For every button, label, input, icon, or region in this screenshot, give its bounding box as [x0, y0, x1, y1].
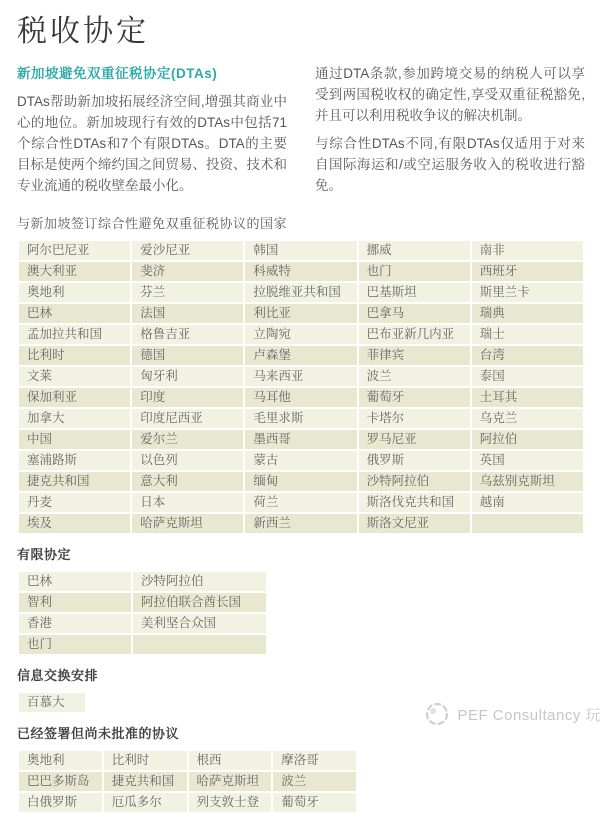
limited-treaties-heading: 有限协定 — [17, 547, 72, 562]
table-row — [19, 430, 583, 449]
table-cell: 西班牙 — [472, 262, 583, 281]
table-cell: 以色列 — [132, 451, 243, 470]
table-cell: 菲律宾 — [359, 346, 470, 365]
table-cell: 厄瓜多尔 — [104, 793, 187, 812]
table-cell: 新西兰 — [245, 514, 356, 533]
table-cell: 捷克共和国 — [19, 472, 130, 491]
table-cell: 印度 — [132, 388, 243, 407]
table-row — [19, 751, 356, 770]
table-cell: 瑞典 — [472, 304, 583, 323]
table-cell: 葡萄牙 — [273, 793, 356, 812]
limited-treaties-table — [17, 570, 268, 656]
table-row — [19, 793, 356, 812]
table-row — [19, 772, 356, 791]
table-row — [19, 346, 583, 365]
table-cell: 罗马尼亚 — [359, 430, 470, 449]
heading-prefix: 新加坡避免双重征税协定( — [17, 66, 176, 81]
table-cell: 毛里求斯 — [245, 409, 356, 428]
table-row — [19, 367, 583, 386]
table-cell: 爱沙尼亚 — [132, 241, 243, 260]
table-cell: 奥地利 — [19, 751, 102, 770]
intro-right-column — [315, 63, 585, 203]
table-cell: 意大利 — [132, 472, 243, 491]
intro-right-paragraph-1: 通过DTA条款,参加跨境交易的纳税人可以享受到两国税收权的确定性,享受双重征税豁免,并且可以利用税收争议的解决机制。 — [315, 66, 585, 123]
table-cell: 香港 — [19, 614, 131, 633]
table-cell: 埃及 — [19, 514, 130, 533]
intro-left-column — [17, 63, 287, 203]
page-title: 税收协定 — [17, 15, 149, 48]
table-cell: 巴巴多斯岛 — [19, 772, 102, 791]
table-cell: 阿尔巴尼亚 — [19, 241, 130, 260]
table-cell: 哈萨克斯坦 — [189, 772, 272, 791]
table-cell: 立陶宛 — [245, 325, 356, 344]
table-cell: 文莱 — [19, 367, 130, 386]
intro-left-paragraph: DTAs帮助新加坡拓展经济空间,增强其商业中心的地位。新加坡现行有效的DTAs中包括71个综合性DTAs和7个有限DTAs。DTA的主要目标是使两个缔约国之间贸易、投资、技术和专业流通的税收壁垒最小化。 — [17, 94, 287, 193]
table-cell: 斐济 — [132, 262, 243, 281]
table-cell: 奥地利 — [19, 283, 130, 302]
table-cell: 阿拉伯联合酋长国 — [133, 593, 266, 612]
table-cell: 印度尼西亚 — [132, 409, 243, 428]
table-row — [19, 614, 266, 633]
table-cell: 挪威 — [359, 241, 470, 260]
table-cell: 拉脱维亚共和国 — [245, 283, 356, 302]
eoi-table — [17, 691, 87, 714]
table-cell: 台湾 — [472, 346, 583, 365]
comprehensive-table-caption: 与新加坡签订综合性避免双重征税协议的国家 — [17, 216, 288, 231]
heading-suffix: ) — [212, 66, 218, 81]
table-cell: 斯洛伐克共和国 — [359, 493, 470, 512]
table-cell: 斯洛文尼亚 — [359, 514, 470, 533]
table-cell: 中国 — [19, 430, 130, 449]
comprehensive-dta-table — [17, 239, 585, 535]
table-cell: 科威特 — [245, 262, 356, 281]
watermark — [424, 701, 601, 727]
table-cell: 塞浦路斯 — [19, 451, 130, 470]
table-cell: 蒙古 — [245, 451, 356, 470]
table-cell: 乌兹别克斯坦 — [472, 472, 583, 491]
article — [17, 6, 585, 814]
intro-right-paragraph-2: 与综合性DTAs不同,有限DTAs仅适用于对来自国际海运和/或空运服务收入的税收进行豁免。 — [315, 136, 585, 193]
table-cell: 比利时 — [104, 751, 187, 770]
table-cell: 保加利亚 — [19, 388, 130, 407]
table-cell: 根西 — [189, 751, 272, 770]
table-cell: 沙特阿拉伯 — [133, 572, 266, 591]
table-cell: 百慕大 — [19, 693, 85, 712]
table-row — [19, 514, 583, 533]
table-cell: 日本 — [132, 493, 243, 512]
dta-section-heading — [17, 63, 287, 84]
table-row — [19, 304, 583, 323]
table-row — [19, 262, 583, 281]
table-cell: 斯里兰卡 — [472, 283, 583, 302]
table-cell: 格鲁吉亚 — [132, 325, 243, 344]
table-cell: 巴林 — [19, 572, 131, 591]
table-cell: 沙特阿拉伯 — [359, 472, 470, 491]
table-cell: 哈萨克斯坦 — [132, 514, 243, 533]
table-cell: 巴林 — [19, 304, 130, 323]
table-cell: 巴拿马 — [359, 304, 470, 323]
sketch-circle-icon — [424, 701, 450, 727]
table-cell: 马来西亚 — [245, 367, 356, 386]
table-row — [19, 451, 583, 470]
heading-dtas: DTAs — [176, 66, 213, 81]
table-cell — [133, 635, 266, 654]
table-cell: 巴布亚新几内亚 — [359, 325, 470, 344]
table-cell: 也门 — [19, 635, 131, 654]
table-cell: 列支敦士登 — [189, 793, 272, 812]
pending-agreements-table — [17, 749, 358, 814]
table-cell: 智利 — [19, 593, 131, 612]
table-cell: 卢森堡 — [245, 346, 356, 365]
table-cell: 德国 — [132, 346, 243, 365]
eoi-heading: 信息交换安排 — [17, 668, 99, 683]
table-cell: 捷克共和国 — [104, 772, 187, 791]
table-cell: 巴基斯坦 — [359, 283, 470, 302]
table-cell: 瑞士 — [472, 325, 583, 344]
pending-agreements-heading: 已经签署但尚未批准的协议 — [17, 726, 180, 741]
table-row — [19, 693, 85, 712]
table-row — [19, 388, 583, 407]
table-cell: 加拿大 — [19, 409, 130, 428]
table-cell: 泰国 — [472, 367, 583, 386]
table-cell: 丹麦 — [19, 493, 130, 512]
table-row — [19, 325, 583, 344]
table-row — [19, 472, 583, 491]
table-cell: 波兰 — [273, 772, 356, 791]
table-cell: 匈牙利 — [132, 367, 243, 386]
table-cell: 马耳他 — [245, 388, 356, 407]
table-cell: 澳大利亚 — [19, 262, 130, 281]
table-cell: 英国 — [472, 451, 583, 470]
table-row — [19, 493, 583, 512]
table-cell: 爱尔兰 — [132, 430, 243, 449]
table-row — [19, 635, 266, 654]
table-row — [19, 241, 583, 260]
table-cell: 俄罗斯 — [359, 451, 470, 470]
table-cell: 阿拉伯 — [472, 430, 583, 449]
watermark-label: PEF Consultancy 玩 — [457, 706, 601, 724]
table-cell: 葡萄牙 — [359, 388, 470, 407]
table-cell: 卡塔尔 — [359, 409, 470, 428]
table-cell: 缅甸 — [245, 472, 356, 491]
intro-columns — [17, 63, 585, 203]
table-row — [19, 593, 266, 612]
table-cell: 利比亚 — [245, 304, 356, 323]
table-cell — [472, 514, 583, 533]
table-cell: 美利坚合众国 — [133, 614, 266, 633]
table-cell: 墨西哥 — [245, 430, 356, 449]
table-cell: 荷兰 — [245, 493, 356, 512]
table-cell: 孟加拉共和国 — [19, 325, 130, 344]
table-cell: 芬兰 — [132, 283, 243, 302]
table-row — [19, 409, 583, 428]
table-cell: 法国 — [132, 304, 243, 323]
table-row — [19, 283, 583, 302]
table-row — [19, 572, 266, 591]
table-cell: 白俄罗斯 — [19, 793, 102, 812]
table-cell: 土耳其 — [472, 388, 583, 407]
table-cell: 南非 — [472, 241, 583, 260]
table-cell: 乌克兰 — [472, 409, 583, 428]
table-cell: 比利时 — [19, 346, 130, 365]
table-cell: 波兰 — [359, 367, 470, 386]
table-cell: 摩洛哥 — [273, 751, 356, 770]
table-cell: 也门 — [359, 262, 470, 281]
table-cell: 越南 — [472, 493, 583, 512]
table-cell: 韩国 — [245, 241, 356, 260]
